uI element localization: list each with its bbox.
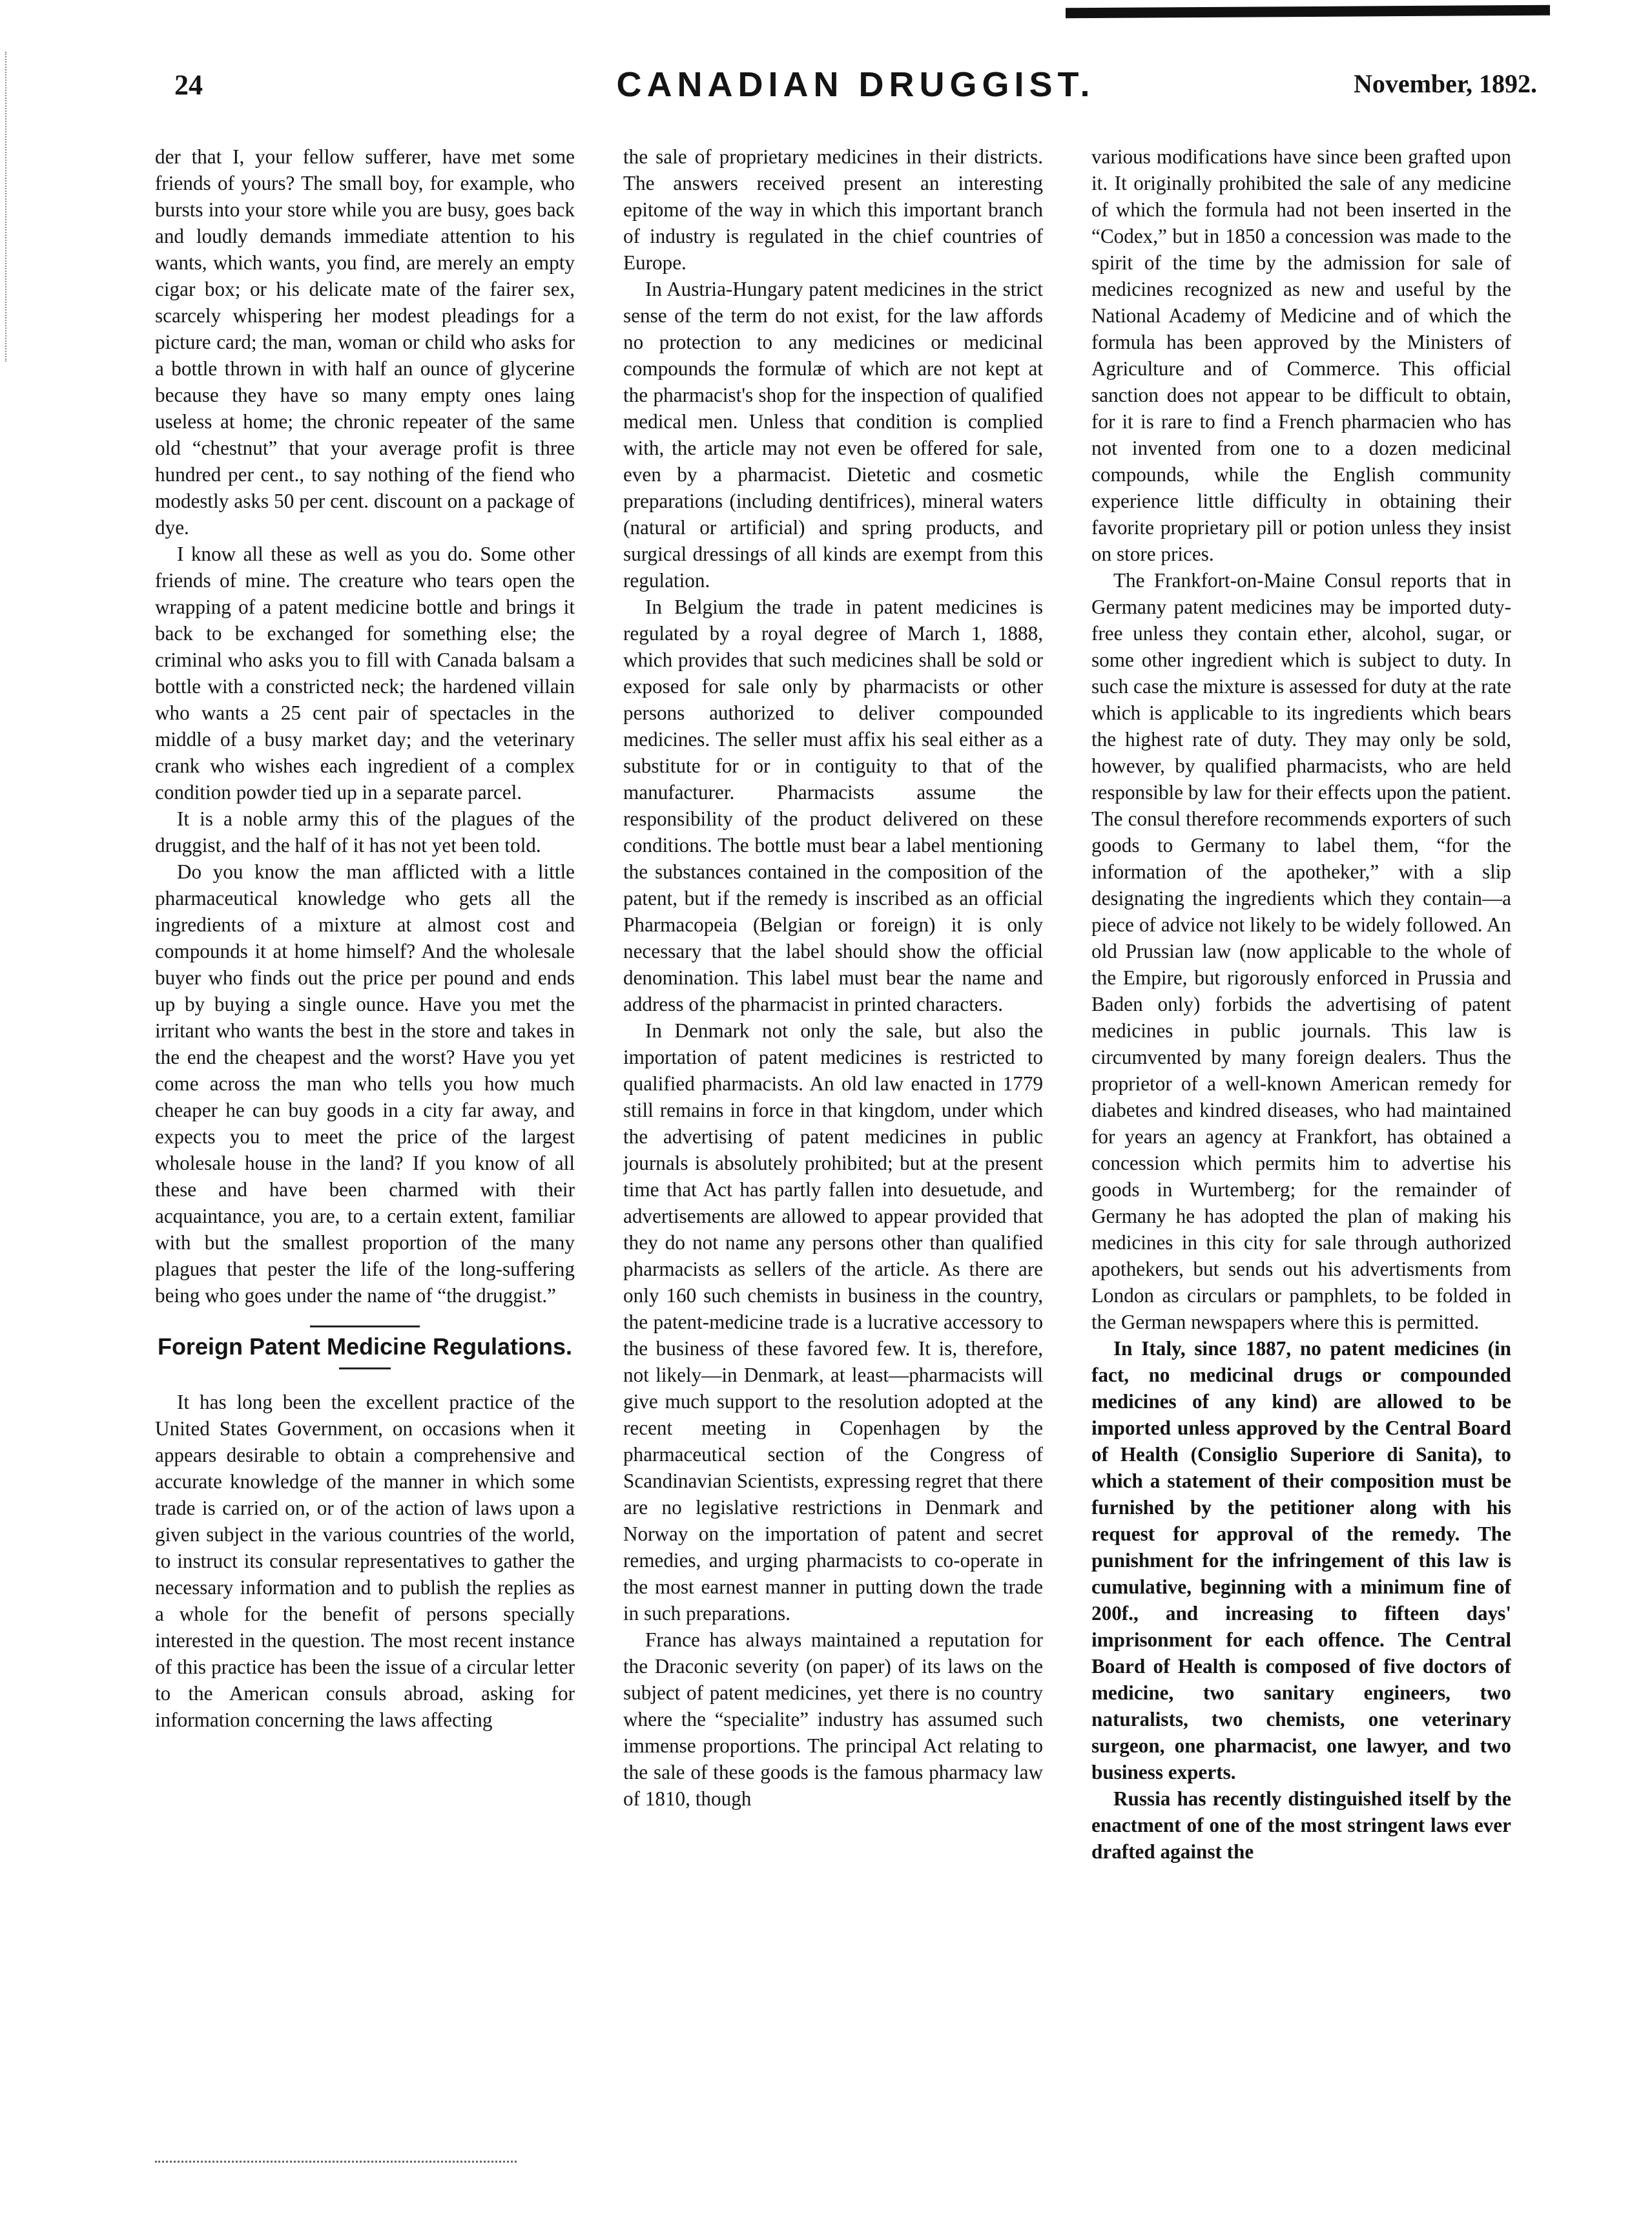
paragraph: In Italy, since 1887, no patent medicines (in fact, no medicinal drugs or compounded medicines of any kind) are allowed to be imported unless approved by the Central Board of Health (Consiglio Superiore di Sanita), to which a statement of their composition must be furnished by the petitioner along with his request for approval of the remedy. The punishment for the infringement of this law is cumulative, beginning with a minimum fine of 200f., and increasing to fifteen days' imprisonment for each offence. The Central Board of Health is composed of five doctors of medicine, two sanitary engineers, two naturalists, two chemists, one veterinary surgeon, one pharmacist, one lawyer, and two business experts. [1091,1337,1511,1783]
column-3 [1091,143,1511,2081]
paragraph: It has long been the excellent practice of the United States Government, on occasions when it appears desirable to obtain a comprehensive and accurate knowledge of the manner in which some trade is carried on, or of the action of laws upon a given subject in the various countries of the world, to instruct its consular representatives to gather the necessary information and to publish the replies as a whole for the benefit of persons specially interested in the question. The most recent instance of this practice has been the issue of a circular letter to the American consuls abroad, asking for information concerning the laws affecting [155,1391,575,1731]
article-heading: Foreign Patent Medicine Regulations. [157,1333,573,1360]
paragraph: France has always maintained a reputation for the Draconic severity (on paper) of its laws on the subject of patent medicines, yet there is no country where the “specialite” industry has assumed such immense proportions. The principal Act relating to the sale of these goods is the famous pharmacy law of 1810, though [623,1628,1043,1810]
bottom-print-marks [155,2161,517,2166]
page-header [174,65,1537,116]
paragraph: The Frankfort-on-Maine Consul reports that in Germany patent medicines may be imported duty-free unless they contain ether, alcohol, sugar, or some other ingredient which is subject to duty. In such case the mixture is assessed for duty at the rate which is applicable to its ingredients which bears the highest rate of duty. They may only be sold, however, by qualified pharmacists, who are held responsible by law for their effects upon the patient. The consul therefore recommends exporters of such goods to Germany to label them, “for the information of the apotheker,” with a slip designating the ingredients which they contain—a piece of advice not likely to be widely followed. An old Prussian law (now applicable to the whole of the Empire, but rigorously enforced in Prussia and Baden only) forbids the advertising of patent medicines in public journals. This law is circumvented by many foreign dealers. Thus the proprietor of a well-known American remedy for diabetes and kindred diseases, who had maintained for years an agency at Frankfort, has obtained a concession which permits him to advertise his goods in Wurtemberg; for the remainder of Germany he has adopted the plan of making his medicines in this city for sale through authorized apothekers, but sends out his advertisments from London as circulars or pamphlets, to be folded in the German newspapers where this is permitted. [1091,569,1511,1333]
heading-underline [339,1367,391,1369]
paragraph: I know all these as well as you do. Some other friends of mine. The creature who tears open the wrapping of a patent medicine bottle and brings it back to be exchanged for something else; the criminal who asks you to fill with Canada balsam a bottle with a constricted neck; the hardened villain who wants a 25 cent pair of spectacles in the middle of a busy market day; and the veterinary crank who wishes each ingredient of a complex condition powder tied up in a separate parcel. [155,543,575,804]
section-divider [310,1325,420,1327]
binding-edge-marks [5,52,15,362]
paragraph: In Denmark not only the sale, but also the importation of patent medicines is restricted to qualified pharmacists. An old law enacted in 1779 still remains in force in that kingdom, under which the advertising of patent medicines in public journals is absolutely prohibited; but at the present time that Act has partly fallen into desuetude, and advertisements are allowed to appear provided that they do not name any persons other than qualified pharmacists as sellers of the article. As there are only 160 such chemists in business in the country, the patent-medicine trade is a lucrative accessory to the business of these favored few. It is, therefore, not likely—in Denmark, at least—pharmacists will give much support to the resolution adopted at the recent meeting in Copenhagen by the pharmaceutical section of the Congress of Scandinavian Scientists, expressing regret that there are no legislative restrictions in Denmark and Norway on the importation of patent and secret remedies, and urging pharmacists to co-operate in the most earnest manner in putting down the trade in such preparations. [623,1019,1043,1625]
paragraph: the sale of proprietary medicines in their districts. The answers received present an interesting epitome of the way in which this important branch of industry is regulated in the chief countries of Europe. [623,145,1043,274]
column-2 [623,143,1043,2081]
paragraph: der that I, your fellow sufferer, have met some friends of yours? The small boy, for example, who bursts into your store while you are busy, goes back and loudly demands immediate attention to his wants, which wants, you find, are merely an empty cigar box; or his delicate mate of the fairer sex, scarcely whispering her modest pleadings for a picture card; the man, woman or child who asks for a bottle thrown in with half an ounce of glycerine because they have so many empty ones laing useless at home; the chronic repeater of the same old “chestnut” that your average profit is three hundred per cent., to say nothing of the fiend who modestly asks 50 per cent. discount on a package of dye. [155,145,575,539]
top-edge-bar [1066,5,1550,19]
paragraph: various modifications have since been grafted upon it. It originally prohibited the sale of any medicine of which the formula had not been inserted in the “Codex,” but in 1850 a concession was made to the spirit of the time by the admission for sale of medicines recognized as new and useful by the National Academy of Medicine and of which the formula has been approved by the Ministers of Agriculture and of Commerce. This official sanction does not appear to be difficult to obtain, for it is rare to find a French pharmacien who has not invented from one to a dozen medicinal compounds, while the English community experience little difficulty in obtaining their favorite proprietary pill or potion unless they insist on store prices. [1091,145,1511,565]
paragraph: In Austria-Hungary patent medicines in the strict sense of the term do not exist, for the law affords no protection to any medicines or medicinal compounds the formulæ of which are not kept at the pharmacist's shop for the inspection of qualified medical men. Unless that condition is complied with, the article may not even be offered for sale, even by a pharmacist. Dietetic and cosmetic preparations (including dentifrices), mineral waters (natural or artificial) and spring products, and surgical dressings of all kinds are exempt from this regulation. [623,278,1043,592]
paragraph: Do you know the man afflicted with a little pharmaceutical knowledge who gets all the ingredients of a mixture at almost cost and compounds it at home himself? And the wholesale buyer who finds out the price per pound and ends up by buying a single ounce. Have you met the irritant who wants the best in the store and takes in the end the cheapest and the worst? Have you yet come across the man who tells you how much cheaper he can buy goods in a city far away, and expects you to meet the price of the largest wholesale house in the land? If you know of all these and have been charmed with their acquaintance, you are, to a certain extent, familiar with but the smallest proportion of the many plagues that pester the life of the long-suffering being who goes under the name of “the druggist.” [155,860,575,1307]
issue-date: November, 1892. [1353,69,1537,98]
paragraph: It is a noble army this of the plagues of the druggist, and the half of it has not yet been told. [155,807,575,857]
paragraph: In Belgium the trade in patent medicines is regulated by a royal degree of March 1, 1888, which provides that such medicines shall be sold or exposed for sale only by pharmacists or other persons authorized to deliver compounded medicines. The seller must affix his seal either as a substitute for or in contiguity to that of the manufacturer. Pharmacists assume the responsibility of the product delivered on these conditions. The bottle must bear a label mentioning the substances contained in the composition of the patent, but if the remedy is inscribed as an official Pharmacopeia (Belgian or foreign) it is only necessary that the label should show the official denomination. This label must bear the name and address of the pharmacist in printed characters. [623,596,1043,1015]
column-1 [155,143,575,2081]
paragraph: Russia has recently distinguished itself by the enactment of one of the most stringent laws ever drafted against the [1091,1787,1511,1863]
page-number: 24 [174,69,203,101]
publication-title: CANADIAN DRUGGIST. [616,65,1095,104]
